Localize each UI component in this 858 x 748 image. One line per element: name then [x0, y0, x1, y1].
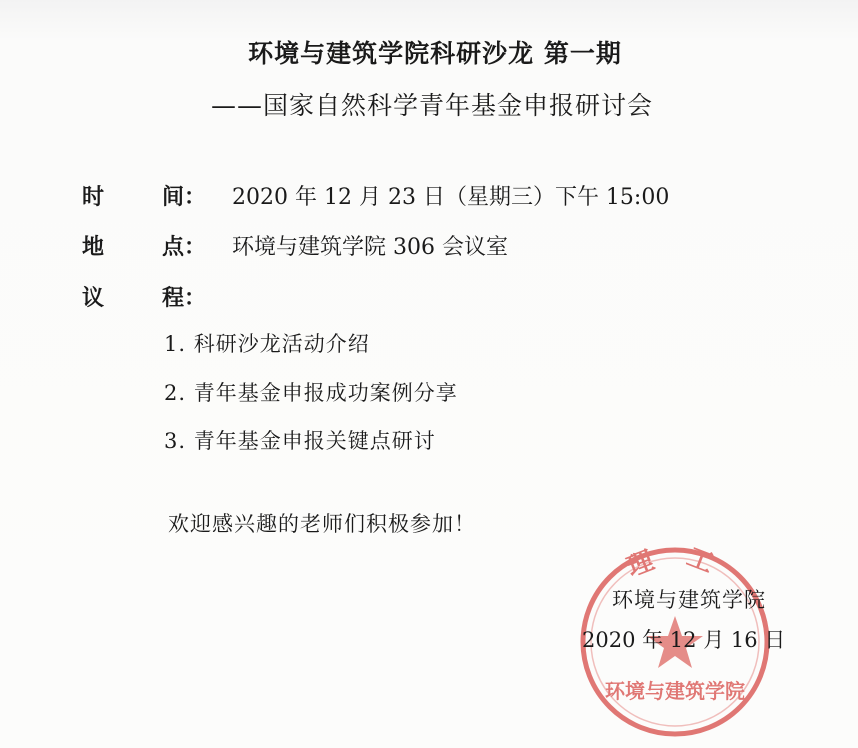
seal-top-text: 理 工: [622, 542, 728, 584]
place-label-char1: 地: [82, 235, 105, 260]
seal-bottom-text: 环境与建筑学院: [605, 679, 745, 703]
time-label-char1: 时: [82, 185, 105, 210]
agenda-item: 2. 青年基金申报成功案例分享: [164, 381, 458, 405]
time-label-char2: 间：: [162, 185, 207, 210]
closing-text: 欢迎感兴趣的老师们积极参加！: [168, 512, 476, 536]
place-value: 环境与建筑学院 306 会议室: [232, 235, 508, 260]
agenda-label-char2: 程：: [162, 286, 207, 311]
time-value: 2020 年 12 月 23 日（星期三）下午 15:00: [232, 185, 670, 210]
notice-subtitle: ——国家自然科学青年基金申报研讨会: [210, 91, 653, 120]
signature-date: 2020 年 12 月 16 日: [582, 628, 786, 652]
agenda-label-char1: 议: [82, 286, 105, 311]
agenda-item: 1. 科研沙龙活动介绍: [164, 332, 370, 356]
svg-text:理 工: [623, 542, 727, 583]
place-label-char2: 点：: [162, 235, 207, 260]
notice-title: 环境与建筑学院科研沙龙 第一期: [248, 39, 622, 68]
signature-org: 环境与建筑学院: [612, 588, 766, 612]
agenda-item: 3. 青年基金申报关键点研讨: [164, 429, 436, 453]
